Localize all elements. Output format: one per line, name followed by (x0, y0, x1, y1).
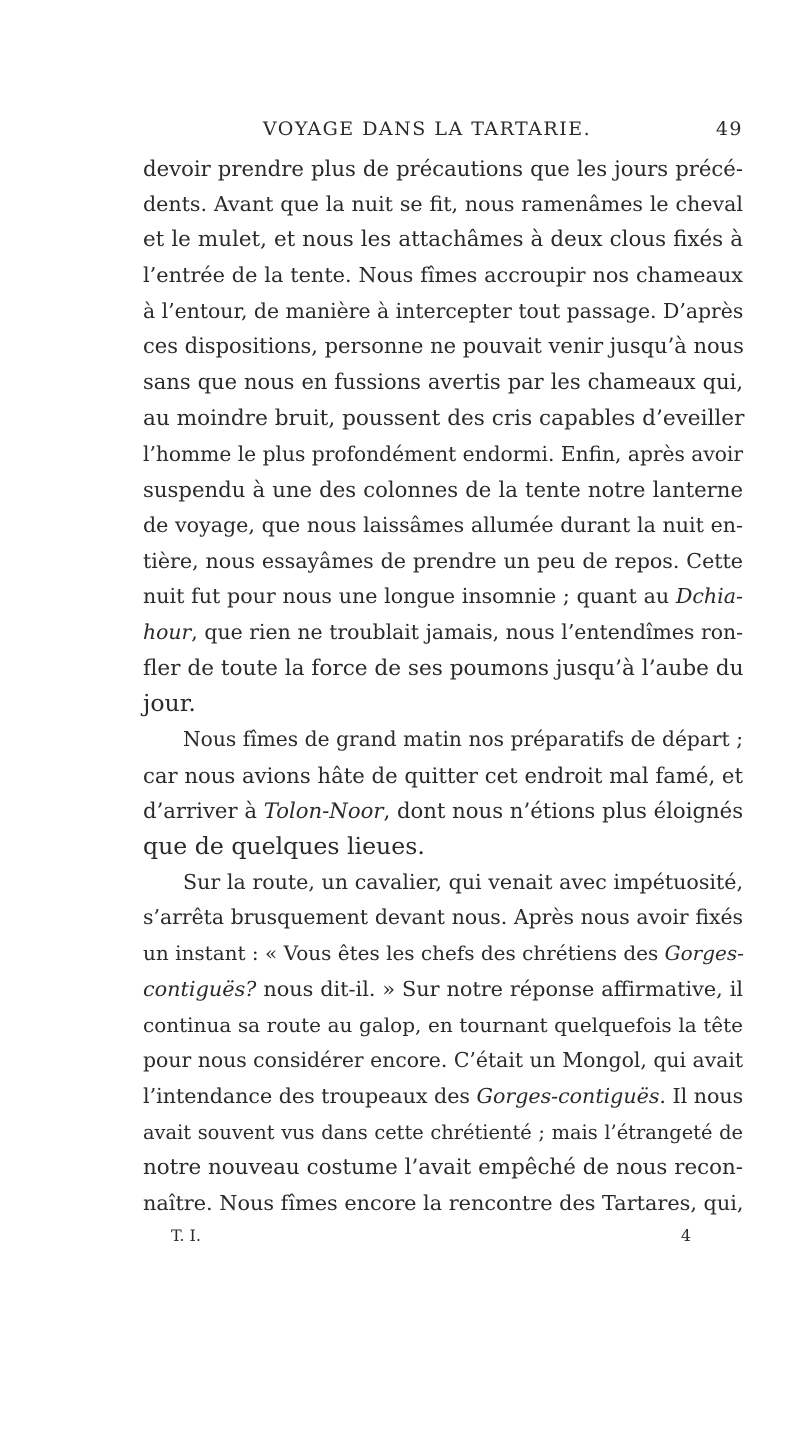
text-line: tière, nous essayâmes de prendre un peu de repos. Cette (143, 548, 743, 573)
text-line: car nous avions hâte de quitter cet endroit mal famé, et (143, 762, 743, 788)
paragraph-end-line: que de quelques lieues. (143, 832, 425, 861)
text-line: avait souvent vus dans cette chrétienté ; mais l’étrangeté de (143, 1120, 743, 1144)
text-line: continua sa route au galop, en tournant quelquefois la tête (143, 1012, 743, 1037)
running-head (143, 118, 743, 148)
italic-name: Gorges- (664, 941, 744, 966)
italic-name: Tolon-Noor (263, 798, 384, 824)
text-line: fler de toute la force de ses poumons jusqu’à l’aube du (143, 655, 744, 681)
text-line: notre nouveau costume l’avait empêché de nous recon- (143, 1155, 743, 1181)
text-line: au moindre bruit, poussent des cris capables d’eveiller (143, 405, 745, 431)
text-line: pour nous considérer encore. C’était un Mongol, qui avait (143, 1048, 744, 1073)
text-run: nuit fut pour nous une longue insomnie ; quant au (143, 584, 676, 609)
text-line: à l’entour, de manière à intercepter tout passage. D’après (143, 298, 744, 323)
italic-name: hour (143, 619, 192, 644)
text-line (143, 936, 743, 972)
text-line: ces dispositions, personne ne pouvait venir jusqu’à nous (143, 334, 744, 359)
text-line (143, 615, 743, 651)
text-run: , que rien ne troublait jamais, nous l’entendîmes ron- (191, 619, 743, 644)
text-line: s’arrêta brusquement devant nous. Après nous avoir fixés (143, 905, 743, 930)
text-line: l’entrée de la tente. Nous fîmes accroupir nos chameaux (143, 263, 743, 288)
text-line: naître. Nous fîmes encore la rencontre des Tartares, qui, (143, 1190, 744, 1215)
running-title: VOYAGE DANS LA TARTARIE. (262, 118, 592, 140)
text-run: . Il nous (659, 1083, 744, 1108)
text-line: suspendu à une des colonnes de la tente notre lanterne (143, 477, 743, 503)
page-number: 49 (715, 118, 743, 140)
volume-signature: T. I. (171, 1226, 201, 1245)
text-run: , dont nous n’étions plus éloignés (383, 798, 744, 824)
text-line: l’homme le plus profondément endormi. Enfin, après avoir (143, 441, 743, 466)
body-text (143, 151, 743, 1222)
text-line (143, 579, 743, 615)
text-line (143, 793, 743, 829)
text-line: sans que nous en fussions avertis par les chameaux qui, (143, 370, 743, 395)
text-run: nous dit-il. » Sur notre réponse affirmative, il (256, 976, 743, 1001)
page-footer (171, 1226, 691, 1250)
text-line: de voyage, que nous laissâmes allumée durant la nuit en- (143, 512, 743, 537)
text-line (143, 1079, 743, 1115)
paragraph-first-line: Sur la route, un cavalier, qui venait avec impétuosité, (183, 869, 743, 894)
text-line: et le mulet, et nous les attachâmes à deux clous fixés à (143, 227, 743, 253)
text-run: d’arriver à (143, 798, 264, 824)
text-run: l’intendance des troupeaux des (143, 1083, 477, 1108)
text-line (143, 972, 743, 1008)
text-run: un instant : « Vous êtes les chefs des chrétiens des (143, 941, 665, 966)
sheet-number: 4 (680, 1226, 691, 1245)
text-line: dents. Avant que la nuit se fit, nous ramenâmes le cheval (143, 191, 743, 216)
text-line: devoir prendre plus de précautions que les jours précé- (143, 156, 743, 181)
italic-name: contiguës? (143, 976, 257, 1001)
italic-name: Gorges-contiguës (476, 1083, 660, 1108)
paragraph-first-line: Nous fîmes de grand matin nos préparatifs de départ ; (183, 727, 743, 751)
italic-name: Dchia- (675, 584, 743, 609)
paragraph-end-line: jour. (143, 689, 196, 718)
